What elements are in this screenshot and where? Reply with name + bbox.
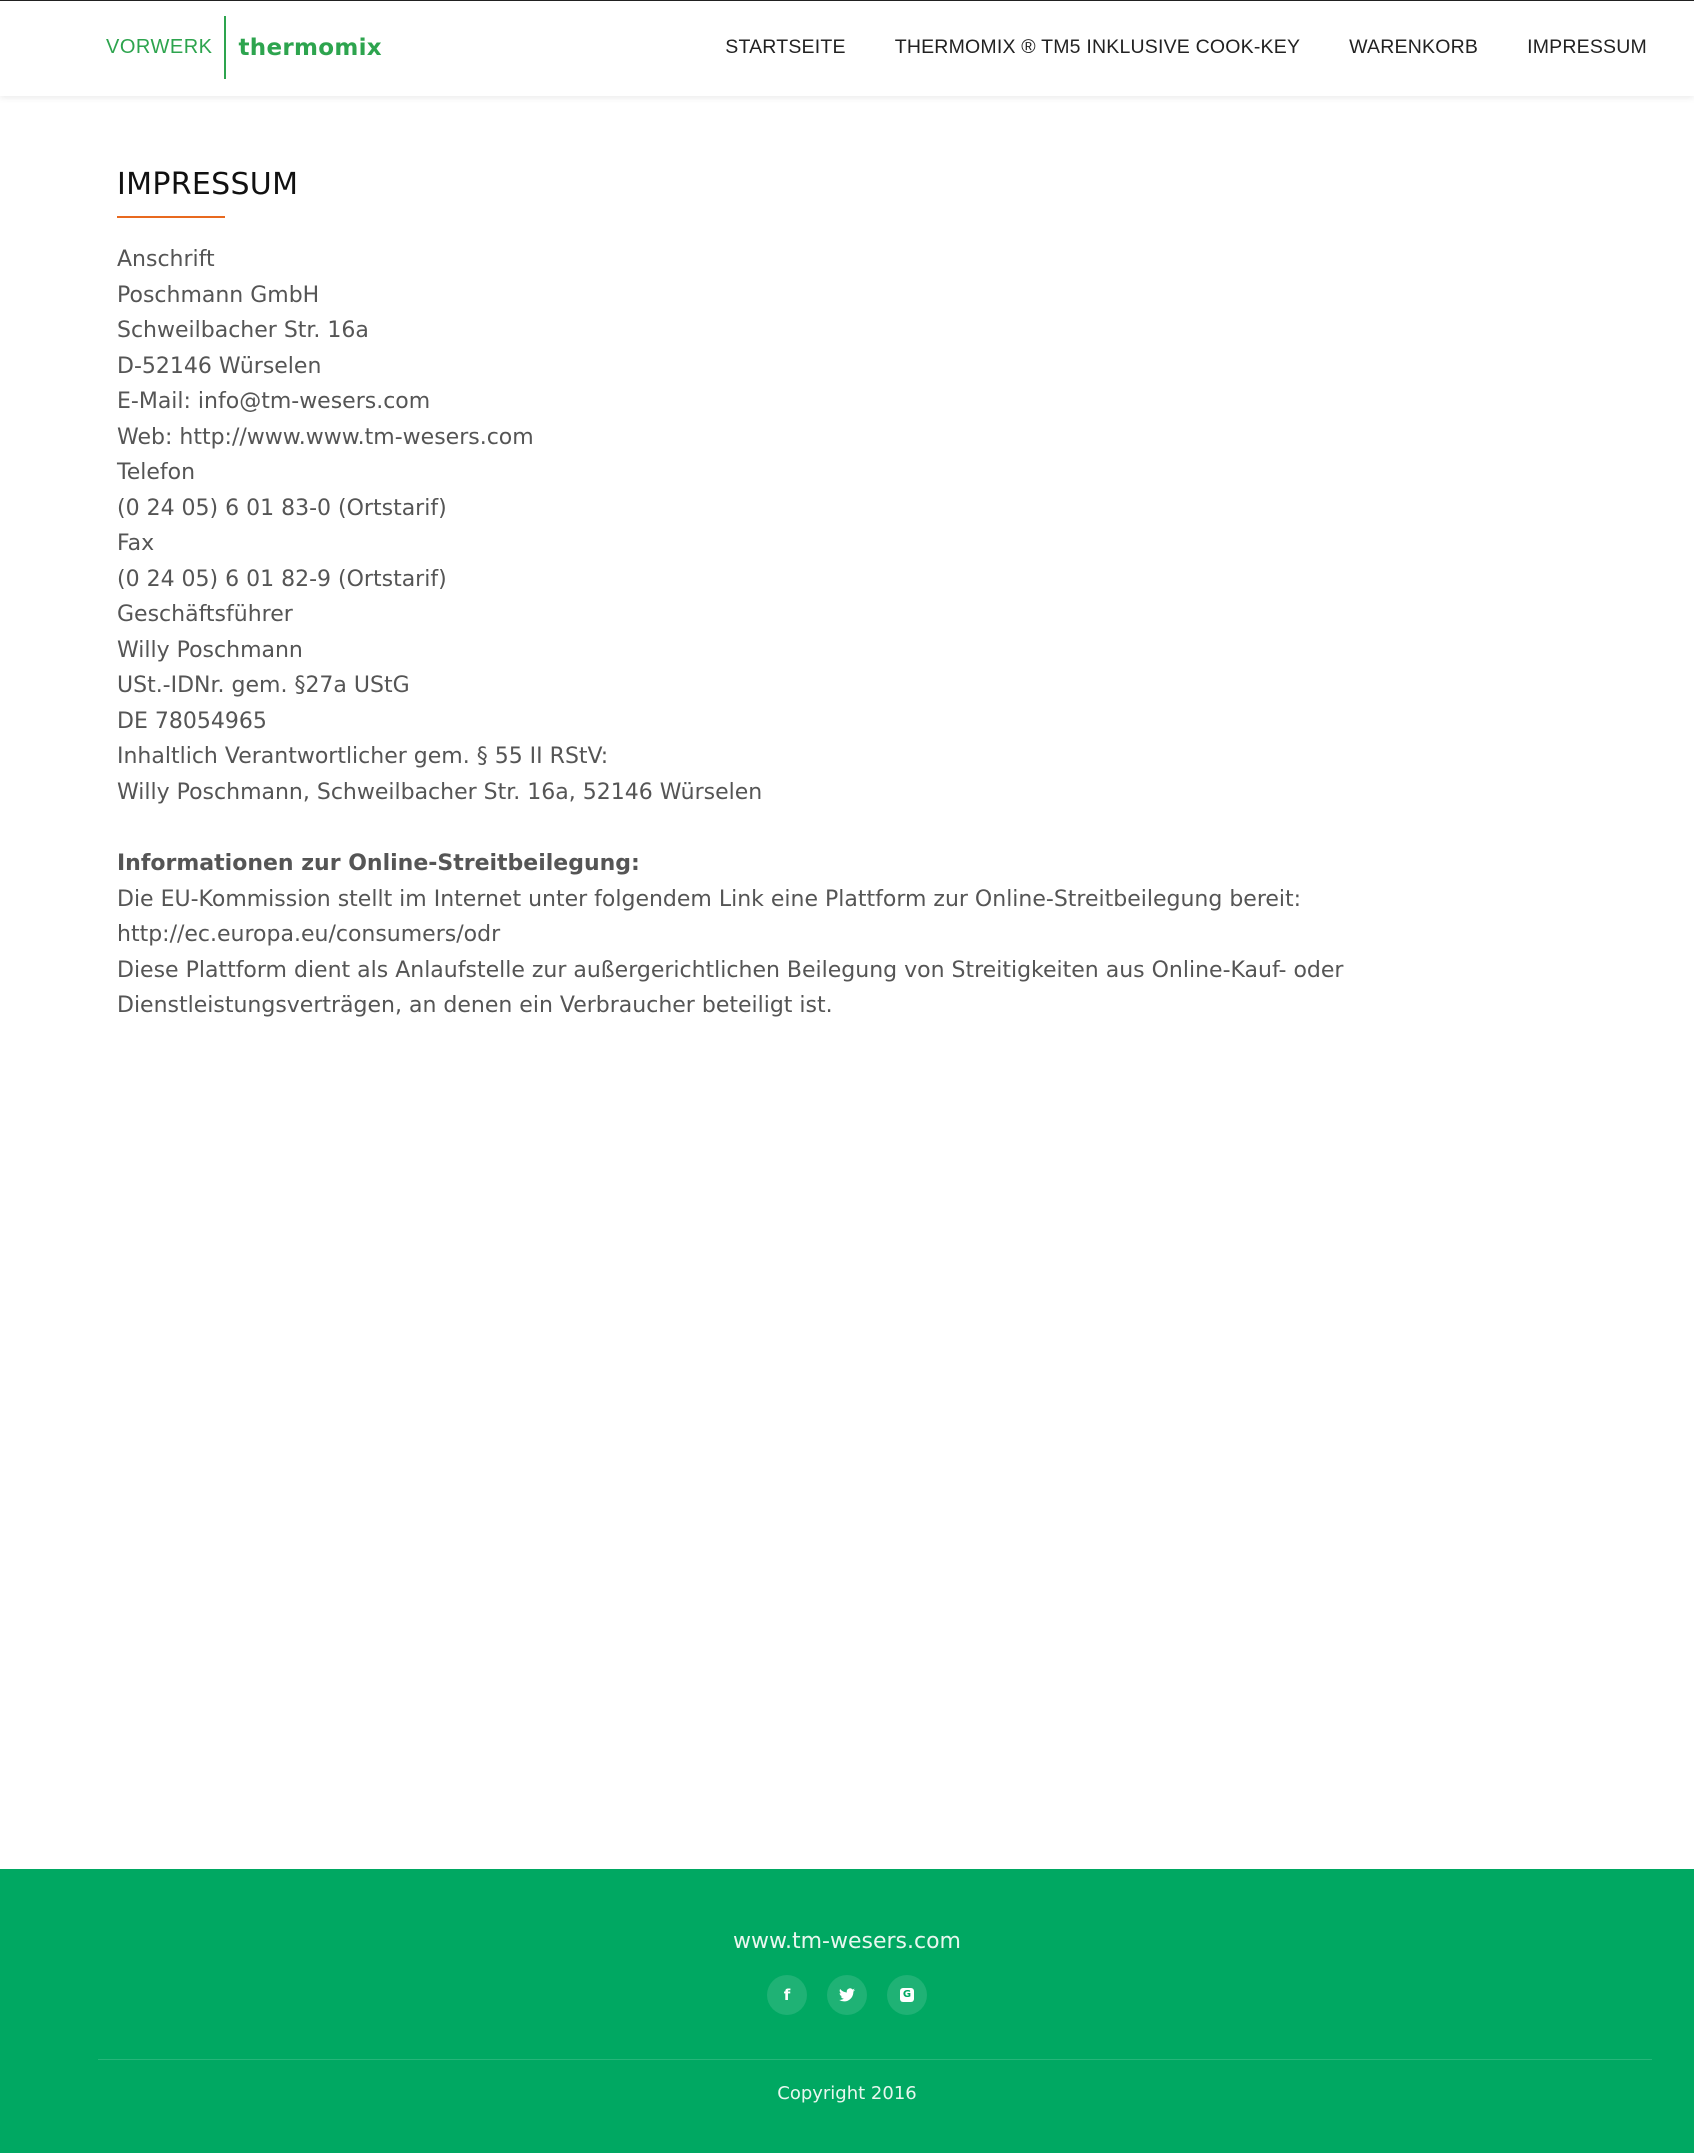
- odr-link: http://ec.europa.eu/consumers/odr: [117, 922, 501, 947]
- twitter-bird-icon: [839, 1988, 855, 2002]
- address-block: [117, 242, 1617, 810]
- copyright-text: Copyright 2016: [777, 2083, 917, 2104]
- logo-divider: [224, 16, 226, 79]
- fax-line: (0 24 05) 6 01 82-9 (Ortstarif): [117, 566, 447, 592]
- email-line: E-Mail: info@tm-wesers.com: [117, 389, 431, 414]
- address-line: USt.-IDNr. gem. §27a UStG: [117, 673, 410, 698]
- social-links: [0, 1975, 1694, 2015]
- address-line: Willy Poschmann: [117, 637, 303, 663]
- address-line: Inhaltlich Verantwortlicher gem. § 55 II RStV:: [117, 744, 609, 769]
- phone-line: (0 24 05) 6 01 83-0 (Ortstarif): [117, 495, 447, 521]
- address-line: Telefon: [117, 460, 196, 485]
- nav-link-startseite[interactable]: STARTSEITE: [725, 36, 846, 58]
- site-logo[interactable]: [106, 16, 382, 79]
- address-line: Anschrift: [117, 247, 215, 272]
- odr-block: [117, 846, 1617, 1024]
- nav-link-warenkorb[interactable]: WARENKORB: [1349, 36, 1479, 58]
- twitter-icon[interactable]: [827, 1975, 867, 2015]
- main-navigation: [676, 36, 1647, 59]
- google-plus-glyph: G: [900, 1988, 914, 2002]
- odr-heading: Informationen zur Online-Streitbeilegung:: [117, 851, 640, 876]
- page-title: IMPRESSUM: [117, 167, 299, 202]
- address-line: D-52146 Würselen: [117, 353, 322, 379]
- address-line: Willy Poschmann, Schweilbacher Str. 16a, 52146 Würselen: [117, 779, 763, 805]
- title-underline: [117, 216, 225, 218]
- footer-divider: [98, 2059, 1652, 2060]
- web-line: Web: http://www.www.tm-wesers.com: [117, 424, 534, 450]
- footer-site-name: www.tm-wesers.com: [733, 1929, 961, 1954]
- vorwerk-logo-text: VORWERK: [106, 36, 213, 58]
- thermomix-logo-text: thermomix: [238, 34, 382, 61]
- address-line: DE 78054965: [117, 708, 267, 734]
- nav-link-thermomix-tm5[interactable]: THERMOMIX ® TM5 INKLUSIVE COOK-KEY: [894, 36, 1301, 58]
- spacer: [117, 810, 1617, 846]
- site-footer: [0, 1869, 1694, 2153]
- address-line: Geschäftsführer: [117, 602, 293, 627]
- odr-text: Die EU-Kommission stellt im Internet unter folgendem Link eine Plattform zur Online-Streitbeilegung bereit:: [117, 886, 1302, 912]
- address-line: Schweilbacher Str. 16a: [117, 318, 369, 343]
- site-header: [0, 1, 1694, 96]
- odr-description: Diese Plattform dient als Anlaufstelle zur außergerichtlichen Beilegung von Streitigkeiten aus Online-Kauf- oder Dienstleistungsverträgen, an denen ein Verbraucher beteiligt ist.: [117, 957, 1344, 1018]
- main-content: [117, 160, 1617, 1024]
- nav-link-impressum[interactable]: IMPRESSUM: [1527, 36, 1647, 58]
- address-line: Fax: [117, 531, 155, 556]
- facebook-icon[interactable]: f: [767, 1975, 807, 2015]
- google-plus-icon[interactable]: [887, 1975, 927, 2015]
- address-line: Poschmann GmbH: [117, 282, 320, 308]
